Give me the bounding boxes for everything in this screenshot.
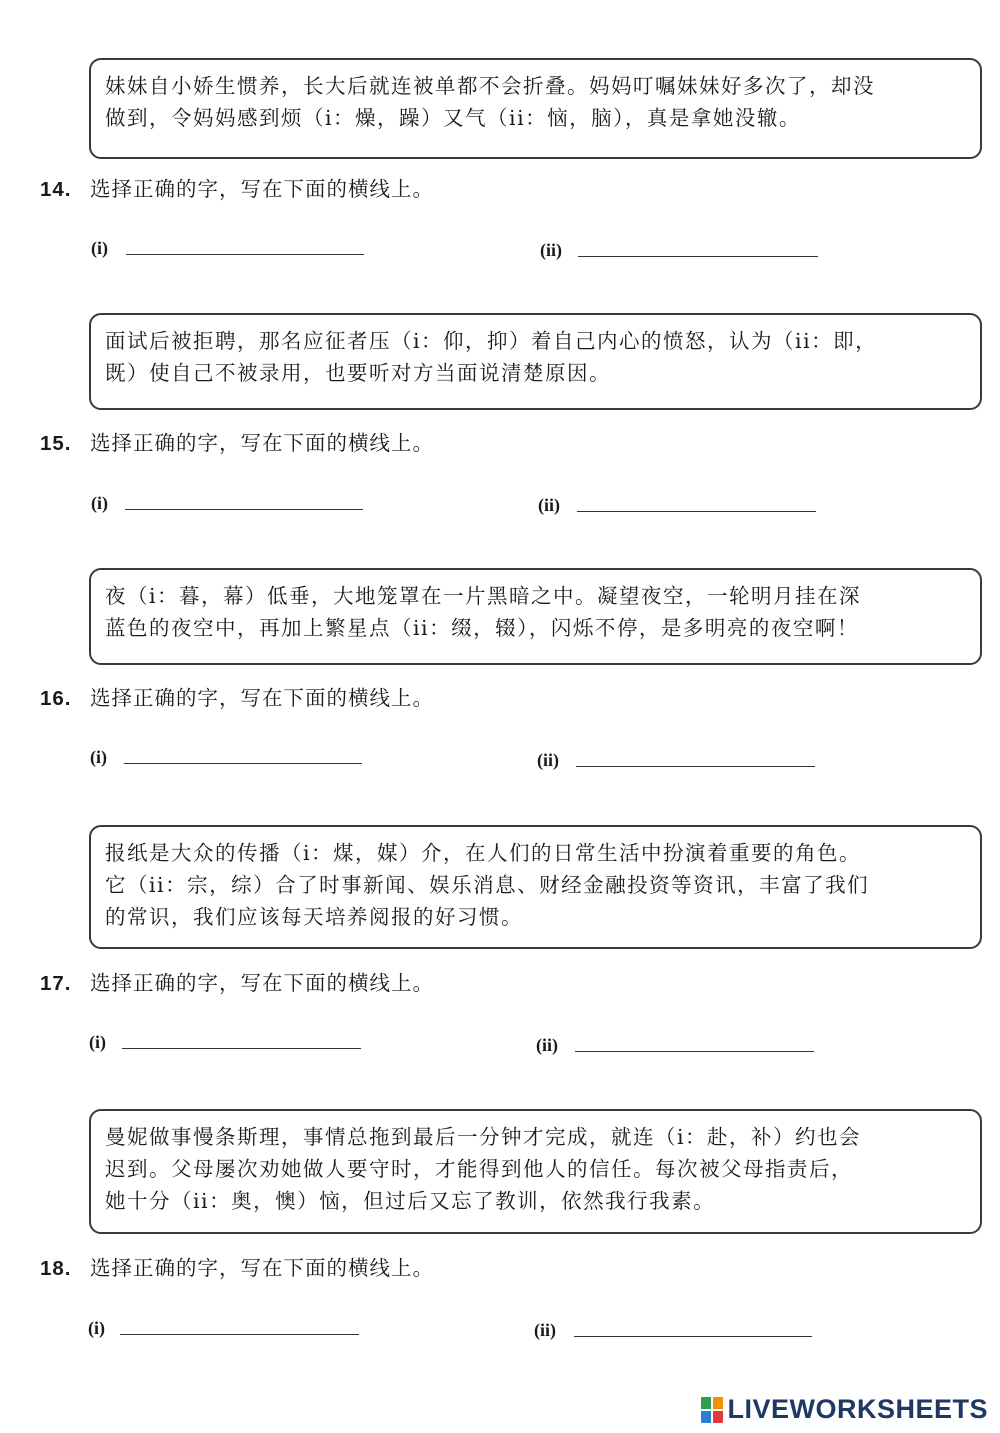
question-number: 15. <box>40 432 72 455</box>
answer-input[interactable] <box>575 1051 814 1052</box>
answer-blank-ii <box>538 495 560 516</box>
blank-label: (i) <box>89 1032 106 1052</box>
answer-blank-ii <box>540 240 562 261</box>
passage-box <box>89 58 982 159</box>
passage-line: 的常识，我们应该每天培养阅报的好习惯。 <box>105 905 523 929</box>
passage-line: 蓝色的夜空中，再加上繁星点（ii：缀，辍），闪烁不停，是多明亮的夜空啊！ <box>105 616 859 640</box>
answer-input[interactable] <box>120 1334 359 1335</box>
passage-box <box>89 825 982 949</box>
question-prompt <box>40 426 434 456</box>
answer-blank-ii <box>536 1035 558 1056</box>
answer-blank-i <box>90 747 107 768</box>
blank-label: (ii) <box>536 1035 558 1055</box>
question-text: 选择正确的字，写在下面的横线上。 <box>90 177 434 201</box>
answer-blank-ii <box>534 1320 556 1341</box>
blank-label: (ii) <box>540 240 562 260</box>
answer-blank-i <box>88 1318 105 1339</box>
answer-input[interactable] <box>125 509 363 510</box>
answer-input[interactable] <box>126 254 364 255</box>
question-prompt <box>40 681 434 711</box>
passage-line: 她十分（ii：奥，懊）恼，但过后又忘了教训，依然我行我素。 <box>105 1189 716 1213</box>
question-prompt <box>40 172 434 202</box>
passage-box <box>89 568 982 665</box>
question-number: 17. <box>40 972 72 995</box>
question-text: 选择正确的字，写在下面的横线上。 <box>90 1256 434 1280</box>
question-text: 选择正确的字，写在下面的横线上。 <box>90 686 434 710</box>
question-text: 选择正确的字，写在下面的横线上。 <box>90 971 434 995</box>
answer-input[interactable] <box>578 256 818 257</box>
answer-blank-ii <box>537 750 559 771</box>
answer-input[interactable] <box>122 1048 361 1049</box>
answer-input[interactable] <box>124 763 362 764</box>
passage-line: 夜（i：暮，幕）低垂，大地笼罩在一片黑暗之中。凝望夜空，一轮明月挂在深 <box>105 584 862 608</box>
passage-line: 既）使自己不被录用，也要听对方当面说清楚原因。 <box>105 361 611 385</box>
answer-input[interactable] <box>576 766 815 767</box>
question-prompt <box>40 966 434 996</box>
passage-line: 它（ii：宗，综）合了时事新闻、娱乐消息、财经金融投资等资讯，丰富了我们 <box>105 873 870 897</box>
answer-blank-i <box>89 1032 106 1053</box>
logo-text: LIVEWORKSHEETS <box>727 1394 988 1424</box>
blank-label: (i) <box>91 493 108 513</box>
passage-box <box>89 1109 982 1234</box>
question-prompt <box>40 1251 434 1281</box>
passage-box <box>89 313 982 410</box>
blank-label: (ii) <box>534 1320 556 1340</box>
liveworksheets-logo-icon <box>701 1397 723 1423</box>
passage-line: 曼妮做事慢条斯理，事情总拖到最后一分钟才完成，就连（i：赴，补）约也会 <box>105 1125 862 1149</box>
blank-label: (i) <box>88 1318 105 1338</box>
blank-label: (ii) <box>537 750 559 770</box>
blank-label: (ii) <box>538 495 560 515</box>
passage-line: 面试后被拒聘，那名应征者压（i：仰，抑）着自己内心的愤怒，认为（ii：即， <box>105 329 878 353</box>
question-number: 14. <box>40 178 72 201</box>
question-number: 16. <box>40 687 72 710</box>
question-number: 18. <box>40 1257 72 1280</box>
answer-blank-i <box>91 493 108 514</box>
answer-blank-i <box>91 238 108 259</box>
passage-line: 做到，令妈妈感到烦（i：燥，躁）又气（ii：恼，脑），真是拿她没辙。 <box>105 106 801 130</box>
question-text: 选择正确的字，写在下面的横线上。 <box>90 431 434 455</box>
passage-line: 迟到。父母屡次劝她做人要守时，才能得到他人的信任。每次被父母指责后， <box>105 1157 853 1181</box>
blank-label: (i) <box>90 747 107 767</box>
blank-label: (i) <box>91 238 108 258</box>
liveworksheets-logo <box>701 1394 988 1425</box>
passage-line: 妹妹自小娇生惯养，长大后就连被单都不会折叠。妈妈叮嘱妹妹好多次了，却没 <box>105 74 875 98</box>
passage-line: 报纸是大众的传播（i：煤，媒）介，在人们的日常生活中扮演着重要的角色。 <box>105 841 862 865</box>
answer-input[interactable] <box>577 511 816 512</box>
answer-input[interactable] <box>574 1336 812 1337</box>
